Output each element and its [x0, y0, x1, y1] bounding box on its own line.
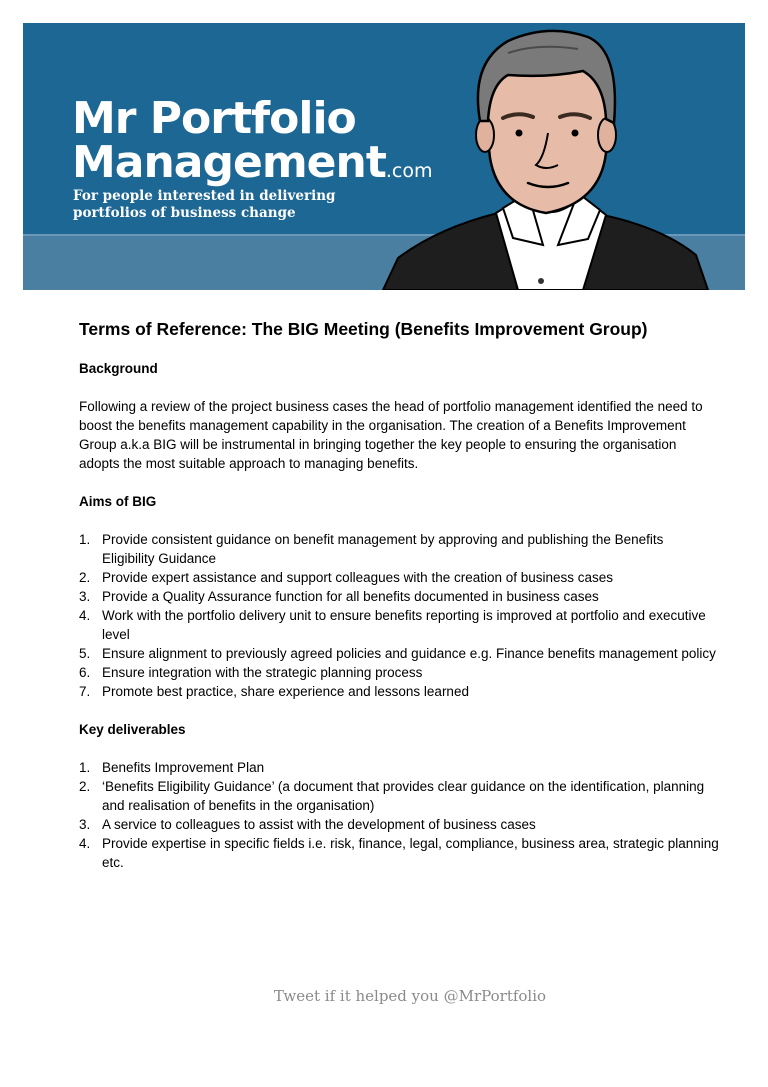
list-item: [79, 758, 719, 777]
list-item-text: ‘Benefits Eligibility Guidance’ (a document that provides clear guidance on the identification, planning and realisation of benefits in the organisation): [102, 779, 705, 813]
footer-tweet-note: Tweet if it helped you @MrPortfolio: [273, 987, 547, 1005]
brand-tagline: For people interested in delivering portfolios of business change: [73, 188, 336, 221]
deliverables-list: [79, 758, 719, 872]
list-item: [79, 777, 719, 815]
header-banner: [23, 23, 745, 290]
list-item-text: Ensure alignment to previously agreed policies and guidance e.g. Finance benefits management policy: [102, 646, 716, 661]
list-item: [79, 815, 719, 834]
list-item-number: 4.: [79, 608, 91, 623]
list-item-number: 2.: [79, 570, 91, 585]
aims-heading: Aims of BIG: [79, 494, 157, 509]
deliverables-heading: Key deliverables: [79, 722, 186, 737]
list-item: [79, 644, 719, 663]
portrait-illustration: [378, 23, 713, 290]
aims-list: [79, 530, 719, 701]
brand-name-word: Management: [72, 137, 386, 188]
list-item-text: Promote best practice, share experience and lessons learned: [102, 684, 469, 699]
list-item: [79, 568, 719, 587]
background-heading: Background: [79, 361, 158, 376]
list-item-number: 1.: [79, 532, 91, 547]
list-item-number: 7.: [79, 684, 91, 699]
brand-name-line1: Mr Portfolio: [72, 93, 356, 144]
page-title: Terms of Reference: The BIG Meeting (Benefits Improvement Group): [79, 319, 648, 339]
list-item-number: 3.: [79, 589, 91, 604]
list-item-text: Provide consistent guidance on benefit management by approving and publishing the Benefits Eligibility Guidance: [102, 532, 664, 566]
list-item-number: 1.: [79, 760, 91, 775]
brand-domain-suffix: .com: [385, 160, 433, 182]
list-item-number: 4.: [79, 836, 91, 851]
list-item: [79, 606, 719, 644]
list-item-text: Provide expertise in specific fields i.e. risk, finance, legal, compliance, business area, strategic planning etc.: [102, 836, 719, 870]
list-item-text: Work with the portfolio delivery unit to ensure benefits reporting is improved at portfolio and executive level: [102, 608, 706, 642]
document-body: [79, 317, 719, 891]
list-item-text: A service to colleagues to assist with the development of business cases: [102, 817, 536, 832]
list-item-text: Provide expert assistance and support colleagues with the creation of business cases: [102, 570, 614, 585]
list-item: [79, 834, 719, 872]
list-item-text: Benefits Improvement Plan: [102, 760, 265, 775]
list-item: [79, 530, 719, 568]
list-item-number: 6.: [79, 665, 91, 680]
list-item: [79, 663, 719, 682]
list-item-text: Provide a Quality Assurance function for all benefits documented in business cases: [102, 589, 599, 604]
list-item: [79, 587, 719, 606]
list-item-number: 5.: [79, 646, 91, 661]
background-paragraph: Following a review of the project business cases the head of portfolio management identified the need to boost the benefits management capability in the organisation. The creation of a Benefits Improvement Group a.k.a BIG will be instrumental in bringing together the key people to ensuring the organisation adopts the most suitable approach to managing benefits.: [79, 399, 703, 471]
list-item-number: 3.: [79, 817, 91, 832]
list-item-number: 2.: [79, 779, 91, 794]
list-item-text: Ensure integration with the strategic planning process: [102, 665, 423, 680]
list-item: [79, 682, 719, 701]
